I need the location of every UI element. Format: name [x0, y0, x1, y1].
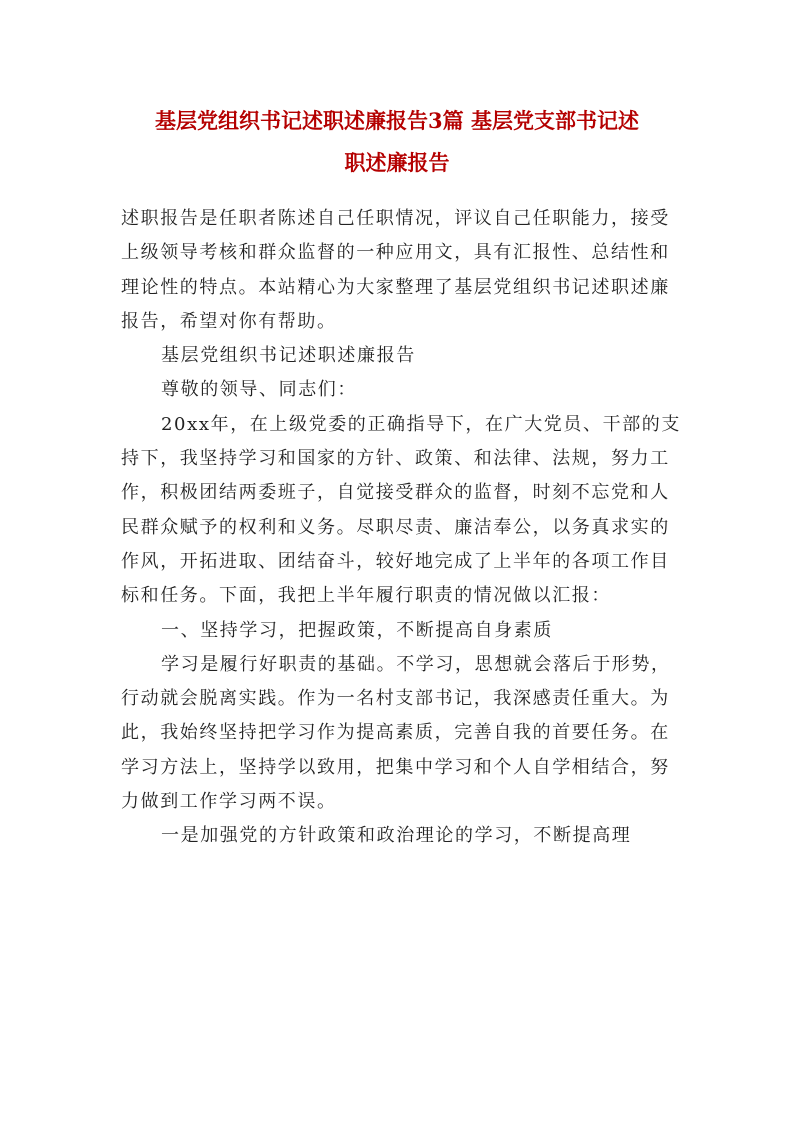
- section-heading-1: 一、坚持学习，把握政策，不断提高自身素质: [161, 619, 553, 641]
- salutation: 尊敬的领导、同志们：: [161, 379, 357, 401]
- document-body: [121, 202, 681, 854]
- intro-paragraph: 述职报告是任职者陈述自己任职情况，评议自己任职能力，接受上级领导考核和群众监督的一种应用文，具有汇报性、总结性和理论性的特点。本站精心为大家整理了基层党组织书记述职述廉报告，希望对你有帮助。: [121, 208, 670, 332]
- document-title: [100, 100, 694, 184]
- paragraph-overview: 20xx年，在上级党委的正确指导下，在广大党员、干部的支持下，我坚持学习和国家的方针、政策、和法律、法规，努力工作，积极团结两委班子，自觉接受群众的监督，时刻不忘党和人民群众赋予的权利和义务。尽职尽责、廉洁奉公，以务真求实的作风，开拓进取、团结奋斗，较好地完成了上半年的各项工作目标和任务。下面，我把上半年履行职责的情况做以汇报：: [121, 413, 682, 607]
- paragraph-study: 学习是履行好职责的基础。不学习，思想就会落后于形势，行动就会脱离实践。作为一名村支部书记，我深感责任重大。为此，我始终坚持把学习作为提高素质，完善自我的首要任务。在学习方法上，坚持学以致用，把集中学习和个人自学相结合，努力做到工作学习两不误。: [121, 653, 671, 813]
- title-line-2: 职述廉报告: [344, 150, 450, 175]
- title-line-1: 基层党组织书记述职述廉报告3篇 基层党支部书记述: [155, 108, 639, 133]
- report-subtitle: 基层党组织书记述职述廉报告: [161, 345, 416, 367]
- paragraph-point-1: 一是加强党的方针政策和政治理论的学习，不断提高理: [161, 825, 632, 847]
